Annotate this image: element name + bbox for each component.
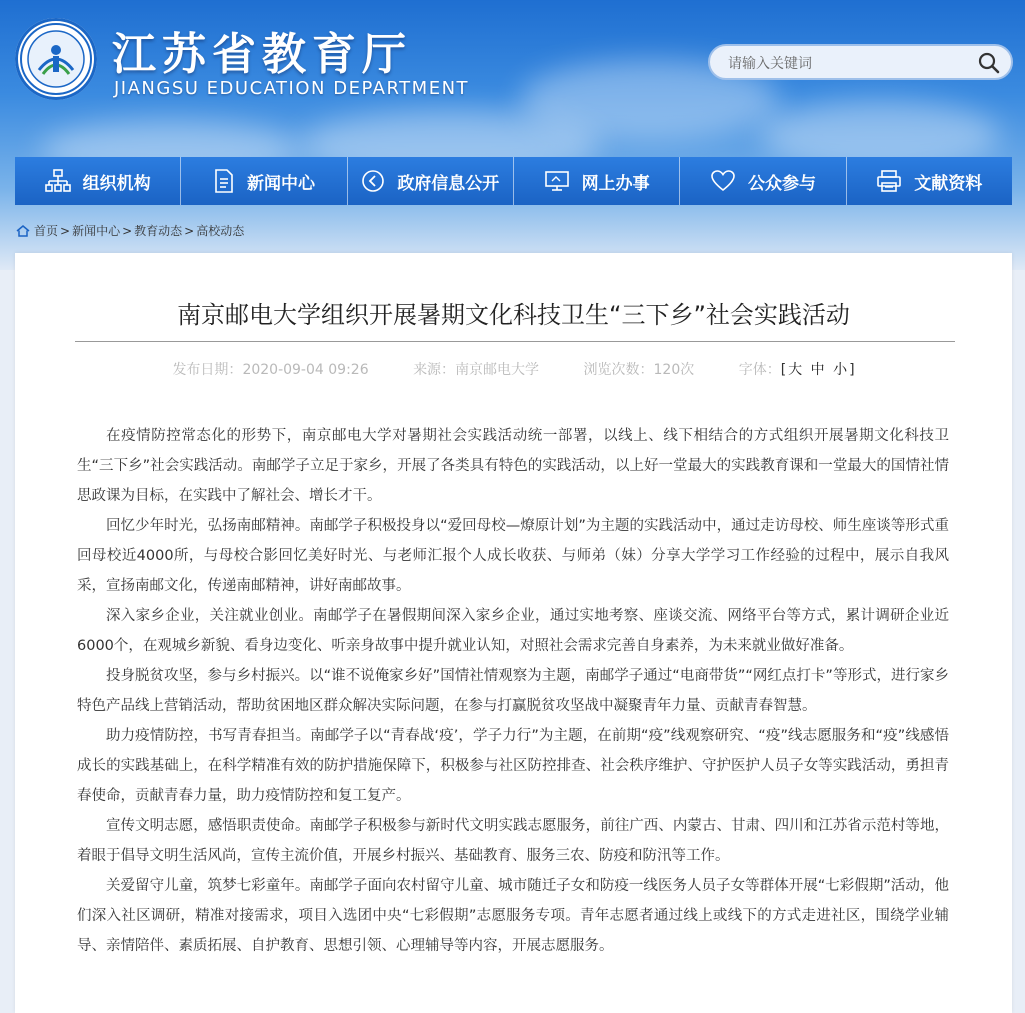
circle-arrow-icon <box>361 169 385 193</box>
monitor-icon <box>544 169 570 193</box>
printer-icon <box>876 169 902 193</box>
site-logo[interactable] <box>15 18 97 100</box>
article-paragraph: 助力疫情防控，书写青春担当。南邮学子以“青春战‘疫’，学子力行”为主题，在前期“疫”线观察研究、“疫”线志愿服务和“疫”线感悟成长的实践基础上，在科学精准有效的防护措施保障下，积极参与社区防控排查、社会秩序维护、守护医护人员子女等实践活动，勇担青春使命，贡献青春力量，助力疫情防控和复工复产。 <box>77 728 949 804</box>
nav-item-label: 组织机构 <box>82 173 151 194</box>
breadcrumb-item-university-news[interactable]: 高校动态 <box>196 224 245 238</box>
article-paragraph: 深入家乡企业，关注就业创业。南邮学子在暑假期间深入家乡企业，通过实地考察、座谈交流、网络平台等方式，累计调研企业近6000个，在观城乡新貌、看身边变化、听亲身故事中提升就业认知，对照社会需求完善自身素养，为未来就业做好准备。 <box>77 608 949 654</box>
org-chart-icon <box>45 169 71 193</box>
search-icon[interactable] <box>977 51 1001 75</box>
article-paragraph: 宣传文明志愿，感悟职责使命。南邮学子积极参与新时代文明实践志愿服务，前往广西、内蒙古、甘肃、四川和江苏省示范村等地，着眼于倡导文明生活风尚，宣传主流价值，开展乡村振兴、基础教育、服务三农、防疫和防汛等工作。 <box>77 818 949 864</box>
article-paragraph: 在疫情防控常态化的形势下，南京邮电大学对暑期社会实践活动统一部署，以线上、线下相结合的方式组织开展暑期文化科技卫生“三下乡”社会实践活动。南邮学子立足于家乡，开展了各类具有特色的实践活动，以上好一堂最大的实践教育课和一堂最大的国情社情思政课为目标，在实践中了解社会、增长才干。 <box>77 428 949 504</box>
heart-icon <box>710 169 736 193</box>
nav-item-gov-info[interactable] <box>348 157 514 205</box>
article-paragraph: 投身脱贫攻坚，参与乡村振兴。以“谁不说俺家乡好”国情社情观察为主题，南邮学子通过“电商带货”“网红点打卡”等形式，进行家乡特色产品线上营销活动，帮助贫困地区群众解决实际问题，在参与打赢脱贫攻坚战中凝聚青年力量、贡献青春智慧。 <box>77 668 949 714</box>
meta-views-value: 120次 <box>653 362 695 378</box>
nav-item-public[interactable] <box>680 157 846 205</box>
nav-item-literature[interactable] <box>847 157 1012 205</box>
main-nav <box>15 157 1012 205</box>
font-big-button[interactable]: 大 <box>788 362 803 378</box>
breadcrumb-separator: > <box>122 223 133 238</box>
breadcrumb-item-edu-news[interactable]: 教育动态 <box>134 224 183 238</box>
search-box <box>708 44 1013 80</box>
meta-date-value: 2020-09-04 09:26 <box>242 362 369 378</box>
breadcrumb-home[interactable]: 首页 <box>34 224 59 238</box>
meta-source <box>413 362 539 378</box>
meta-views-label: 浏览次数： <box>583 362 654 378</box>
meta-font-size <box>739 362 855 378</box>
home-icon <box>16 225 30 237</box>
site-subtitle: JIANGSU EDUCATION DEPARTMENT <box>114 78 470 99</box>
article-meta <box>15 359 1012 379</box>
nav-item-online-service[interactable] <box>514 157 680 205</box>
article-paragraph: 关爱留守儿童，筑梦七彩童年。南邮学子面向农村留守儿童、城市随迁子女和防疫一线医务人员子女等群体开展“七彩假期”活动，他们深入社区调研，精准对接需求，项目入选团中央“七彩假期”志愿服务专项。青年志愿者通过线上或线下的方式走进社区，围绕学业辅导、亲情陪伴、素质拓展、自护教育、思想引领、心理辅导等内容，开展志愿服务。 <box>77 878 949 954</box>
nav-item-label: 文献资料 <box>914 173 983 194</box>
breadcrumb-separator: > <box>60 223 71 238</box>
font-small-button[interactable]: 小 <box>833 362 848 378</box>
meta-date-label: 发布日期： <box>172 362 243 378</box>
title-divider <box>75 341 955 342</box>
article-panel <box>15 253 1012 1013</box>
nav-item-label: 政府信息公开 <box>397 173 500 194</box>
nav-item-label: 网上办事 <box>581 173 650 194</box>
font-size-control <box>781 362 855 378</box>
meta-source-label: 来源： <box>413 362 456 378</box>
document-icon <box>213 169 235 193</box>
nav-item-org[interactable] <box>15 157 181 205</box>
logo-emblem-icon <box>15 18 97 100</box>
breadcrumb-item-news[interactable]: 新闻中心 <box>72 224 121 238</box>
breadcrumb <box>16 222 244 239</box>
article-body <box>77 421 949 961</box>
meta-date <box>172 362 368 378</box>
font-mid-button[interactable]: 中 <box>810 362 825 378</box>
search-input[interactable] <box>726 52 970 76</box>
nav-item-label: 公众参与 <box>747 173 816 194</box>
article-title: 南京邮电大学组织开展暑期文化科技卫生“三下乡”社会实践活动 <box>177 301 850 329</box>
bracket-open: [ <box>780 362 787 378</box>
article-paragraph: 回忆少年时光，弘扬南邮精神。南邮学子积极投身以“爱回母校—燎原计划”为主题的实践活动中，通过走访母校、师生座谈等形式重回母校近4000所，与母校合影回忆美好时光、与老师汇报个人成长收获、与师弟（妹）分享大学学习工作经验的过程中，展示自我风采，宣扬南邮文化，传递南邮精神，讲好南邮故事。 <box>77 518 949 594</box>
breadcrumb-separator: > <box>184 223 195 238</box>
bracket-close: ] <box>849 362 855 378</box>
nav-item-news[interactable] <box>181 157 347 205</box>
meta-font-label: 字体： <box>738 362 781 378</box>
site-title: 江苏省教育厅 <box>112 29 412 80</box>
nav-item-label: 新闻中心 <box>246 173 315 194</box>
meta-source-value: 南京邮电大学 <box>455 362 540 378</box>
meta-views <box>584 362 695 378</box>
